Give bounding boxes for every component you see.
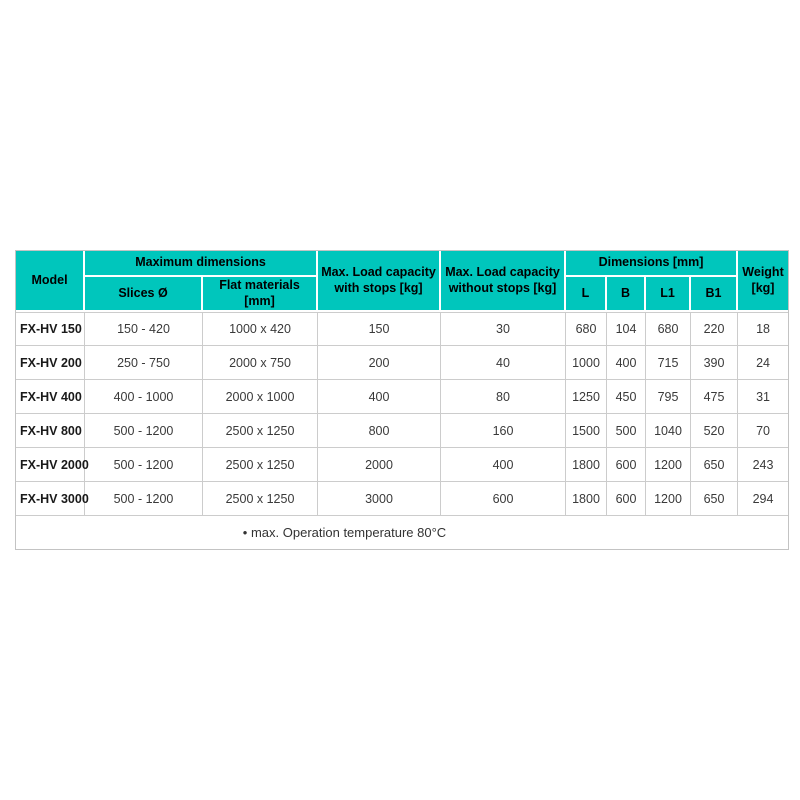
dim-b1-cell: 520 — [691, 414, 738, 448]
flat-materials-cell: 2000 x 1000 — [203, 380, 318, 414]
slices-cell: 150 - 420 — [85, 312, 203, 346]
load-with-stops-cell: 800 — [318, 414, 441, 448]
flat-materials-cell: 2500 x 1250 — [203, 448, 318, 482]
slices-cell: 500 - 1200 — [85, 448, 203, 482]
dim-b1-cell: 390 — [691, 346, 738, 380]
table-row — [16, 414, 788, 448]
model-cell: FX-HV 2000 — [16, 448, 85, 482]
load-with-stops-cell: 3000 — [318, 482, 441, 516]
flat-materials-cell: 2000 x 750 — [203, 346, 318, 380]
table-row — [16, 380, 788, 414]
table-footer — [16, 516, 788, 549]
load-without-stops-cell: 30 — [441, 312, 566, 346]
load-without-stops-cell: 400 — [441, 448, 566, 482]
load-with-stops-cell: 200 — [318, 346, 441, 380]
flat-materials-cell: 1000 x 420 — [203, 312, 318, 346]
slices-cell: 400 - 1000 — [85, 380, 203, 414]
model-cell: FX-HV 200 — [16, 346, 85, 380]
dim-b-cell: 400 — [607, 346, 646, 380]
flat-materials-cell: 2500 x 1250 — [203, 414, 318, 448]
dim-l1-cell: 680 — [646, 312, 691, 346]
dim-b-cell: 500 — [607, 414, 646, 448]
load-with-stops-cell: 2000 — [318, 448, 441, 482]
header-dim-b: B — [607, 277, 646, 312]
dim-l-cell: 1500 — [566, 414, 607, 448]
weight-cell: 70 — [738, 414, 788, 448]
dim-l1-cell: 1200 — [646, 448, 691, 482]
dim-b-cell: 104 — [607, 312, 646, 346]
header-dim-l1: L1 — [646, 277, 691, 312]
weight-cell: 31 — [738, 380, 788, 414]
table-row — [16, 448, 788, 482]
model-cell: FX-HV 150 — [16, 312, 85, 346]
spec-table — [16, 251, 788, 549]
model-cell: FX-HV 800 — [16, 414, 85, 448]
load-with-stops-cell: 400 — [318, 380, 441, 414]
model-cell: FX-HV 3000 — [16, 482, 85, 516]
header-load-with-stops: Max. Load capacity with stops [kg] — [318, 251, 441, 312]
dim-l1-cell: 715 — [646, 346, 691, 380]
dim-l-cell: 1250 — [566, 380, 607, 414]
slices-cell: 250 - 750 — [85, 346, 203, 380]
header-dim-l: L — [566, 277, 607, 312]
footnote-row — [16, 516, 788, 549]
weight-cell: 294 — [738, 482, 788, 516]
table-body — [16, 312, 788, 516]
load-without-stops-cell: 80 — [441, 380, 566, 414]
dim-l-cell: 1800 — [566, 482, 607, 516]
dim-b1-cell: 650 — [691, 482, 738, 516]
dim-b1-cell: 475 — [691, 380, 738, 414]
model-cell: FX-HV 400 — [16, 380, 85, 414]
flat-materials-cell: 2500 x 1250 — [203, 482, 318, 516]
load-without-stops-cell: 160 — [441, 414, 566, 448]
dim-l1-cell: 1040 — [646, 414, 691, 448]
dim-b-cell: 600 — [607, 448, 646, 482]
dim-l1-cell: 795 — [646, 380, 691, 414]
dim-l1-cell: 1200 — [646, 482, 691, 516]
load-without-stops-cell: 40 — [441, 346, 566, 380]
dim-l-cell: 1000 — [566, 346, 607, 380]
slices-cell: 500 - 1200 — [85, 482, 203, 516]
dim-b-cell: 600 — [607, 482, 646, 516]
dim-b1-cell: 220 — [691, 312, 738, 346]
dim-b1-cell: 650 — [691, 448, 738, 482]
table-header — [16, 251, 788, 312]
header-dim-b1: B1 — [691, 277, 738, 312]
header-flat-materials: Flat materials [mm] — [203, 277, 318, 312]
weight-cell: 18 — [738, 312, 788, 346]
dim-l-cell: 1800 — [566, 448, 607, 482]
header-dimensions: Dimensions [mm] — [566, 251, 738, 277]
header-weight: Weight [kg] — [738, 251, 788, 312]
header-model: Model — [16, 251, 85, 312]
dim-l-cell: 680 — [566, 312, 607, 346]
load-without-stops-cell: 600 — [441, 482, 566, 516]
spec-table-container — [15, 250, 789, 550]
dim-b-cell: 450 — [607, 380, 646, 414]
weight-cell: 24 — [738, 346, 788, 380]
weight-cell: 243 — [738, 448, 788, 482]
table-row — [16, 482, 788, 516]
table-row — [16, 312, 788, 346]
header-load-without-stops: Max. Load capacity without stops [kg] — [441, 251, 566, 312]
header-maximum-dimensions: Maximum dimensions — [85, 251, 318, 277]
slices-cell: 500 - 1200 — [85, 414, 203, 448]
table-row — [16, 346, 788, 380]
header-slices: Slices Ø — [85, 277, 203, 312]
footnote-text: • max. Operation temperature 80°C — [16, 516, 788, 549]
load-with-stops-cell: 150 — [318, 312, 441, 346]
